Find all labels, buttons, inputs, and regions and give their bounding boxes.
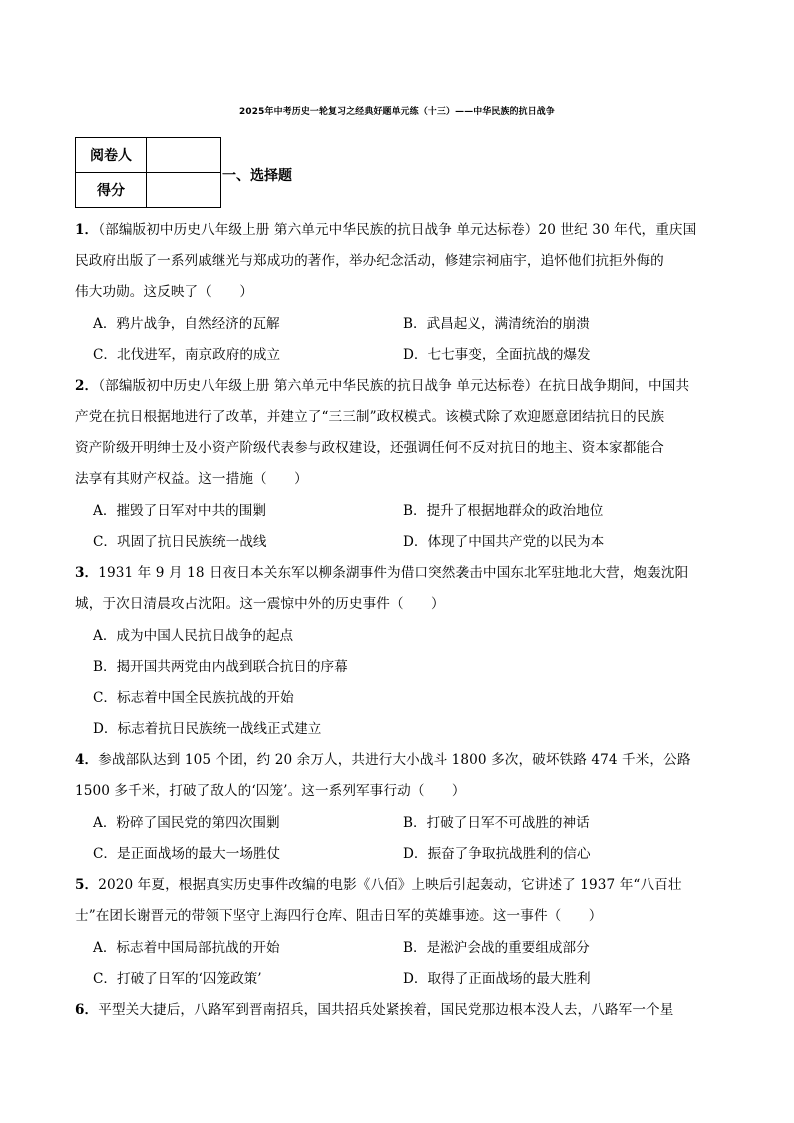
question-2-line-1 [75, 374, 725, 394]
question-1-option-a[interactable]: A．鸦片战争，自然经济的瓦解 [93, 316, 280, 332]
document-title: 2025年中考历史一轮复习之经典好题单元练（十三）——中华民族的抗日战争 [239, 107, 555, 117]
question-3-option-b[interactable]: B．揭开国共两党由内战到联合抗日的序幕 [93, 659, 348, 675]
question-5-line-1 [75, 873, 725, 893]
grader-table [75, 137, 221, 208]
question-4-option-c[interactable]: C．是正面战场的最大一场胜仗 [93, 846, 281, 862]
question-1-line-3: 伟大功勋。这反映了（ ） [75, 284, 254, 300]
question-4-option-d[interactable]: D．振奋了争取抗战胜利的信心 [403, 846, 591, 862]
question-1-option-b[interactable]: B．武昌起义，满清统治的崩溃 [403, 316, 590, 332]
question-3-line-2: 城，于次日清晨攻占沈阳。这一震惊中外的历史事件（ ） [75, 596, 445, 612]
section-heading: 一、选择题 [222, 168, 292, 184]
question-5-option-a[interactable]: A．标志着中国局部抗战的开始 [93, 940, 280, 956]
question-2-option-c[interactable]: C．巩固了抗日民族统一战线 [93, 534, 267, 550]
question-4-line-2: 1500 多千米，打破了敌人的‘囚笼’。这一系列军事行动（ ） [75, 783, 466, 799]
question-1-text-1: （部编版初中历史八年级上册 第六单元中华民族的抗日战争 单元达标卷）20 世纪 30 年代，重庆国 [98, 222, 697, 238]
question-3-number: 3． [75, 565, 99, 581]
question-5-option-c[interactable]: C．打破了日军的‘囚笼政策’ [93, 971, 262, 987]
question-3-option-c[interactable]: C．标志着中国全民族抗战的开始 [93, 690, 294, 706]
grader-label: 阅卷人 [76, 138, 147, 173]
score-label: 得分 [76, 173, 147, 208]
question-2-option-d[interactable]: D．体现了中国共产党的以民为本 [403, 534, 605, 550]
question-5-text-1: 2020 年夏，根据真实历史事件改编的电影《八佰》上映后引起轰动，它讲述了 1937 年“八百壮 [98, 877, 682, 893]
question-3-line-1 [75, 561, 725, 581]
question-3-option-d[interactable]: D．标志着抗日民族统一战线正式建立 [93, 721, 322, 737]
question-5-option-b[interactable]: B．是淞沪会战的重要组成部分 [403, 940, 590, 956]
question-4-number: 4． [75, 752, 99, 768]
question-6-line-1 [75, 998, 725, 1018]
question-1-line-1 [75, 218, 725, 238]
question-2-option-b[interactable]: B．提升了根据地群众的政治地位 [403, 503, 604, 519]
question-5-number: 5． [75, 877, 99, 893]
question-2-line-2: 产党在抗日根据地进行了改革，并建立了“三三制”政权模式。该模式除了欢迎愿意团结抗日的民族 [75, 409, 665, 425]
question-3-option-a[interactable]: A．成为中国人民抗日战争的起点 [93, 628, 294, 644]
question-1-option-c[interactable]: C．北伐进军，南京政府的成立 [93, 347, 281, 363]
question-5-line-2: 士”在团长谢晋元的带领下坚守上海四行仓库、阻击日军的英雄事迹。这一事件（ ） [75, 908, 603, 924]
question-4-line-1 [75, 748, 725, 768]
question-2-line-4: 法享有其财产权益。这一措施（ ） [75, 471, 308, 487]
question-1-number: 1． [75, 222, 99, 238]
score-blank-cell[interactable] [147, 173, 221, 208]
question-1-line-2: 民政府出版了一系列戚继光与郑成功的著作，举办纪念活动，修建宗祠庙宇，追怀他们抗拒外侮的 [75, 253, 664, 269]
grader-blank-cell[interactable] [147, 138, 221, 173]
question-4-option-b[interactable]: B．打破了日军不可战胜的神话 [403, 815, 590, 831]
question-6-text-1: 平型关大捷后，八路军到晋南招兵，国共招兵处紧挨着，国民党那边根本没人去，八路军一个星 [98, 1002, 674, 1018]
question-2-line-3: 资产阶级开明绅士及小资产阶级代表参与政权建设，还强调任何不反对抗日的地主、资本家都能合 [75, 440, 664, 456]
question-2-text-1: （部编版初中历史八年级上册 第六单元中华民族的抗日战争 单元达标卷）在抗日战争期间，中国共 [98, 378, 690, 394]
question-4-option-a[interactable]: A．粉碎了国民党的第四次围剿 [93, 815, 280, 831]
question-6-number: 6． [75, 1002, 99, 1018]
question-4-text-1: 参战部队达到 105 个团，约 20 余万人，共进行大小战斗 1800 多次，破坏铁路 474 千米，公路 [98, 752, 691, 768]
question-5-option-d[interactable]: D．取得了正面战场的最大胜利 [403, 971, 591, 987]
question-3-text-1: 1931 年 9 月 18 日夜日本关东军以柳条湖事件为借口突然袭击中国东北军驻地北大营，炮轰沈阳 [98, 565, 689, 581]
question-2-option-a[interactable]: A．摧毁了日军对中共的围剿 [93, 503, 266, 519]
question-1-option-d[interactable]: D．七七事变，全面抗战的爆发 [403, 347, 591, 363]
question-2-number: 2． [75, 378, 99, 394]
